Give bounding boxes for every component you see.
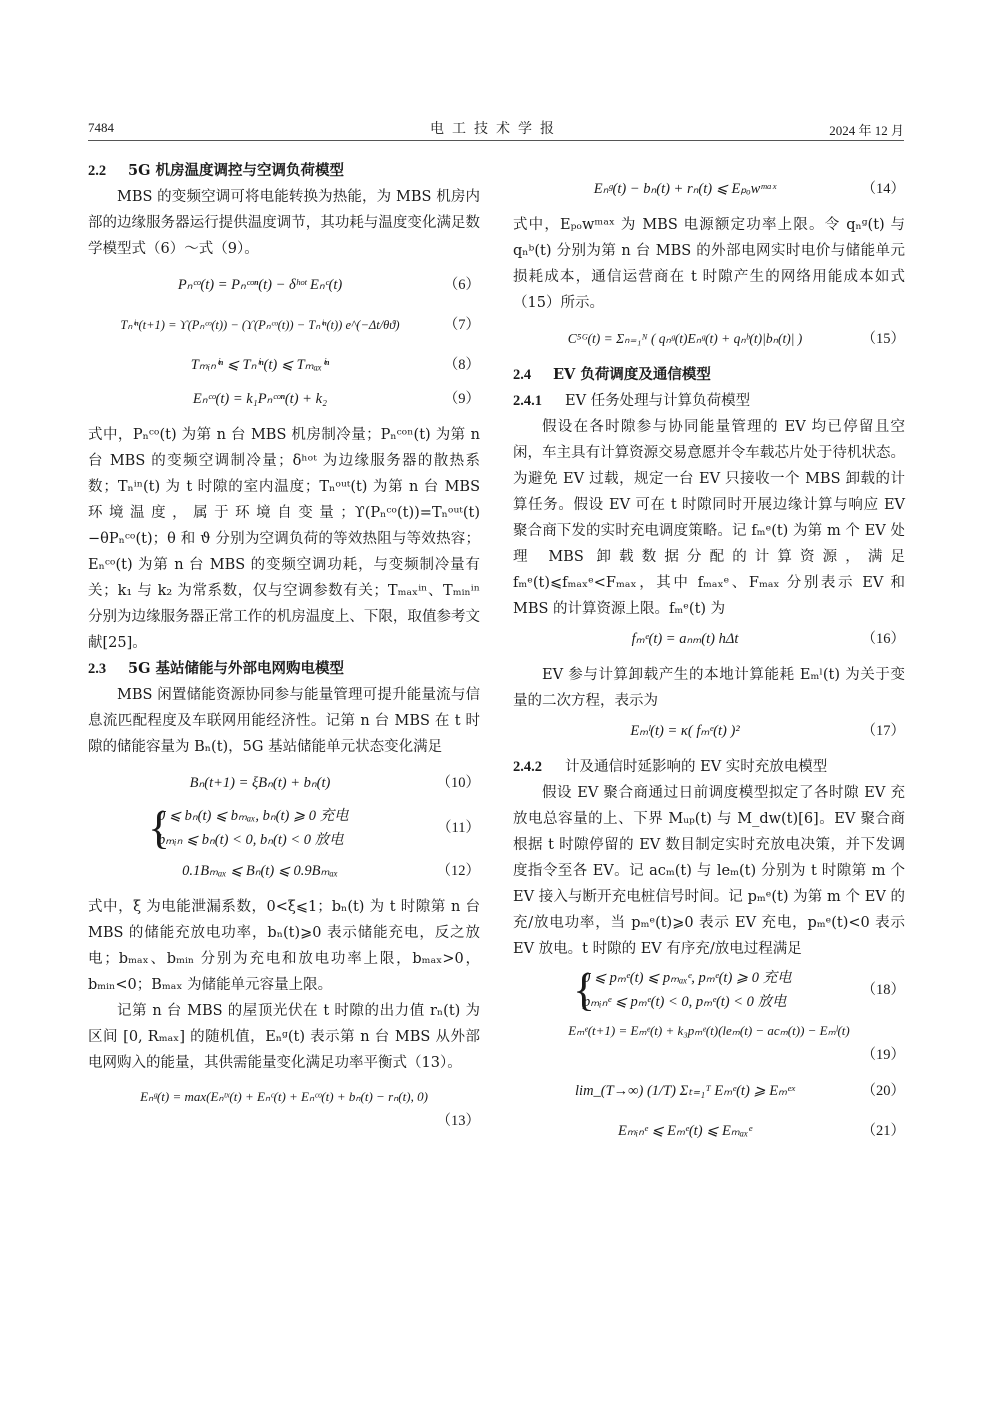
equation-21: Eₘᵢₙᵉ ⩽ Eₘᵉ(t) ⩽ Eₘₐₓᵉ （21） xyxy=(618,1123,905,1139)
equation-19: Eₘᵉ(t+1) = Eₘᵉ(t) + k₃pₘᵉ(t)(leₘ(t) − acₘ(t)) − Eₘˡ(t) （19） xyxy=(568,1023,905,1063)
equation-11: { 0 ⩽ bₙ(t) ⩽ bₘₐₓ, bₙ(t) ⩾ 0 充电 bₘᵢₙ ⩽ bₙ(t) < 0, bₙ(t) < 0 放电 （11） xyxy=(148,802,480,853)
equation-12: 0.1Bₘₐₓ ⩽ Bₙ(t) ⩽ 0.9Bₘₐₓ （12） xyxy=(182,863,480,879)
equation-8: Tₘᵢₙⁱⁿ ⩽ Tₙⁱⁿ(t) ⩽ Tₘₐₓⁱⁿ （8） xyxy=(190,357,480,373)
left-column xyxy=(88,158,480,1134)
paragraph: 式中，Eₚₒwᵐᵃˣ 为 MBS 电源额定功率上限。令 qₙᵍ(t) 与 qₙᵇ(t) 分别为第 n 台 MBS 的外部电网实时电价与储能单元损耗成本，通信运营商在 t 时隙产生的网络用能成本如式（15）所示。 xyxy=(513,217,905,311)
equation-14: Eₙᵍ(t) − bₙ(t) + rₙ(t) ⩽ Eₚₒwᵐᵃˣ （14） xyxy=(593,181,905,197)
paragraph: 假设 EV 聚合商通过日前调度模型拟定了各时隙 EV 充放电总容量的上、下界 Mᵤₚ(t) 与 M_dw(t)[6]。EV 聚合商根据 t 时隙停留的 EV 数目制定实时充放电决策，并下发调度指令至各 EV。记 acₘ(t) 与 leₘ(t) 分别为 t 时隙第 m 个 EV 接入与断开充电桩信号时间。记 pₘᵉ(t) 为第 m 个 EV 的充/放电功率，当 pₘᵉ(t)⩾0 表示 EV 充电，pₘᵉ(t)<0 表示 EV 放电。t 时隙的 EV 有序充/放电过程满足 xyxy=(513,785,905,957)
paragraph: MBS 闲置储能资源协同参与能量管理可提升能量流与信息流匹配程度及车联网用能经济性。记第 n 台 MBS 在 t 时隙的储能容量为 Bₙ(t)，5G 基站储能单元状态变化满足 xyxy=(88,687,480,755)
paragraph: 假设在各时隙参与协同能量管理的 EV 均已停留且空闲，车主具有计算资源交易意愿并令车载芯片处于待机状态。为避免 EV 过载，规定一台 EV 只接收一个 MBS 卸载的计算任务。假设 EV 可在 t 时隙同时开展边缘计算与响应 EV 聚合商下发的实时充电调度策略。记 fₘᵉ(t) 为第 m 个 EV 处理 MBS 卸载数据分配的计算资源，满足 fₘᵉ(t)⩽fₘₐₓᵉ<Fₘₐₓ，其中 fₘₐₓᵉ、Fₘₐₓ 分别表示 EV 和 MBS 的计算资源上限。fₘᵉ(t) 为 xyxy=(513,419,905,617)
section-heading-2-2: 2.2 5G 机房温度调控与空调负荷模型 xyxy=(88,162,345,179)
issue-date: 2024 年 12 月 xyxy=(829,123,904,138)
page-number: 7484 xyxy=(88,120,114,135)
equation-13: Eₙᵍ(t) = max(Eₙᵗˣ(t) + Eₙᶜ(t) + Eₙᶜᵒ(t) + bₙ(t) − rₙ(t), 0) （13） xyxy=(140,1089,480,1129)
section-heading-2-3: 2.3 5G 基站储能与外部电网购电模型 xyxy=(88,660,345,677)
equation-10: Bₙ(t+1) = ξBₙ(t) + bₙ(t) （10） xyxy=(189,775,480,791)
equation-18: { 0 ⩽ pₘᵉ(t) ⩽ pₘₐₓᵉ, pₘᵉ(t) ⩾ 0 充电 pₘᵢₙᵉ ⩽ pₘᵉ(t) < 0, pₘᵉ(t) < 0 放电 （18） xyxy=(573,964,905,1015)
paragraph: 式中，Pₙᶜᵒ(t) 为第 n 台 MBS 机房制冷量；Pₙᶜᵒⁿ(t) 为第 n 台 MBS 的变频空调制冷量；δʰᵒᵗ 为边缘服务器的散热系数；Tₙⁱⁿ(t) 为 t 时隙的室内温度；Tₙᵒᵘᵗ(t) 为第 n 台 MBS 环境温度，属于环境自变量；ϒ(Pₙᶜᵒ(t))=Tₙᵒᵘᵗ(t)−θPₙᶜᵒ(t)；θ 和 ϑ 分别为空调负荷的等效热阻与等效热容；Eₙᶜᵒ(t) 为第 n 台 MBS 的变频空调功耗，与变频制冷量有关；k₁ 与 k₂ 为常系数，仅与空调参数有关；Tₘₐₓⁱⁿ、Tₘᵢₙⁱⁿ 分别为边缘服务器正常工作的机房温度上、下限，取值参考文献[25]。 xyxy=(88,427,480,651)
equation-7: Tₙⁱⁿ(t+1) = ϒ(Pₙᶜᵒ(t)) − (ϒ(Pₙᶜᵒ(t)) − Tₙⁱⁿ(t)) e^(−Δt/θϑ) （7） xyxy=(120,317,480,333)
equation-20: lim_(T→∞) (1/T) Σₜ₌₁ᵀ Eₘᵉ(t) ⩾ Eₘᵉˣ （20） xyxy=(575,1083,905,1099)
equation-6: Pₙᶜᵒ(t) = Pₙᶜᵒⁿ(t) − δʰᵒᵗ Eₙᶜ(t) （6） xyxy=(177,277,480,293)
equation-16: fₘᵉ(t) = aₙₘ(t) hΔt （16） xyxy=(631,631,905,647)
section-heading-2-4-2: 2.4.2 计及通信时延影响的 EV 实时充放电模型 xyxy=(513,759,828,775)
paragraph: MBS 的变频空调可将电能转换为热能，为 MBS 机房内部的边缘服务器运行提供温度调节，其功耗与温度变化满足数学模型式（6）～式（9）。 xyxy=(88,189,480,257)
journal-title: 电工技术学报 xyxy=(430,121,562,137)
paragraph: EV 参与计算卸载产生的本地计算能耗 Eₘˡ(t) 为关于变量的二次方程，表示为 xyxy=(513,667,905,709)
section-heading-2-4: 2.4 EV 负荷调度及通信模型 xyxy=(513,366,711,383)
paragraph: 记第 n 台 MBS 的屋顶光伏在 t 时隙的出力值 rₙ(t) 为区间 [0, Rₘₐₓ] 的随机值，Eₙᵍ(t) 表示第 n 台 MBS 从外部电网购入的能量，其供需能量变化满足功率平衡式（13）。 xyxy=(88,1003,480,1071)
equation-17: Eₘˡ(t) = κ( fₘᵉ(t) )² （17） xyxy=(630,723,905,739)
paragraph: 式中，ξ 为电能泄漏系数，0<ξ⩽1；bₙ(t) 为 t 时隙第 n 台 MBS 的储能充放电功率，bₙ(t)⩾0 表示储能充电，反之放电；bₘₐₓ、bₘᵢₙ 分别为充电和放电功率上限，bₘₐₓ>0，bₘᵢₙ<0；Bₘₐₓ 为储能单元容量上限。 xyxy=(88,899,480,993)
equation-15: C⁵ᴳ(t) = Σₙ₌₁ᴺ ( qₙᵍ(t)Eₙᵍ(t) + qₙᵇ(t)|bₙ(t)| ) （15） xyxy=(567,331,905,347)
running-header xyxy=(88,118,904,141)
section-heading-2-4-1: 2.4.1 EV 任务处理与计算负荷模型 xyxy=(513,393,751,409)
equation-9: Eₙᶜᵒ(t) = k₁Pₙᶜᵒⁿ(t) + k₂ （9） xyxy=(192,391,480,407)
right-column xyxy=(513,172,905,1148)
